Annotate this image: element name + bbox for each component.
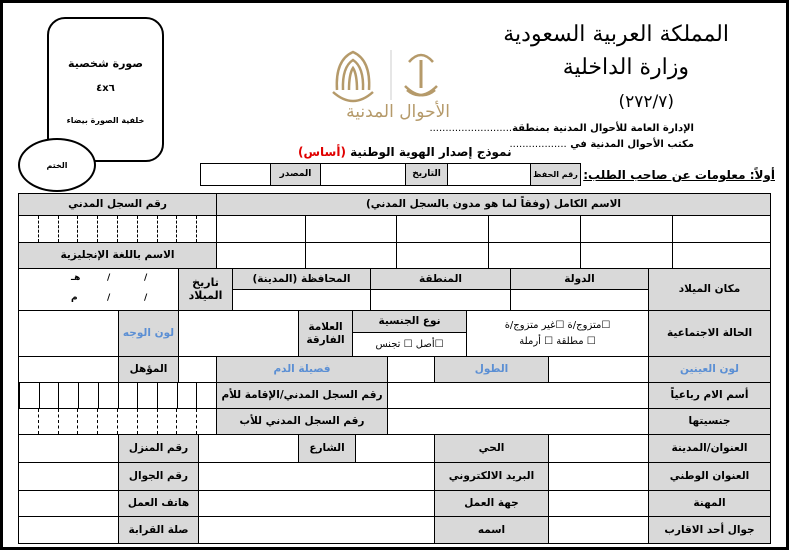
en-name-part-4[interactable] <box>396 242 489 269</box>
eye-color-value[interactable] <box>548 356 649 383</box>
marital-options-row-1[interactable]: ☐متزوج/ة ☐غير متزوج/ة <box>504 320 611 331</box>
country-header: الدولة <box>510 268 649 290</box>
civil-no-header: رقم السجل المدني <box>18 193 217 216</box>
house-no-value[interactable] <box>18 434 119 463</box>
en-name-part-6[interactable] <box>216 242 306 269</box>
form-title-text: نموذج إصدار الهوية الوطنية <box>350 145 512 159</box>
email-label: البريد الالكتروني <box>434 462 549 491</box>
ministry-title: وزارة الداخلية <box>562 55 689 80</box>
source-label: المصدر <box>270 163 321 186</box>
dept-blank: .......................... <box>429 123 513 134</box>
relative-mobile-value[interactable] <box>548 516 649 544</box>
national-address-label: العنوان الوطني <box>648 462 771 491</box>
office-line <box>509 139 694 150</box>
nationality-type-header: نوع الجنسية <box>352 310 467 333</box>
stamp-circle: الختم <box>18 138 96 192</box>
mother-name-value[interactable] <box>387 382 649 409</box>
birth-date-values[interactable] <box>18 268 179 311</box>
date-slash: / <box>107 293 111 303</box>
mother-nationality-value[interactable] <box>387 408 649 435</box>
date-slash: / <box>144 293 148 303</box>
work-phone-label: هاتف العمل <box>118 490 199 517</box>
house-no-label: رقم المنزل <box>118 434 199 463</box>
street-label: الشارع <box>298 434 356 463</box>
blood-type-value[interactable] <box>178 356 217 383</box>
mother-id-label: رقم السجل المدني/الإقامة للأم <box>216 382 388 409</box>
relative-name-value[interactable] <box>198 516 435 544</box>
relative-mobile-label: جوال أحد الاقارب <box>648 516 771 544</box>
governorate-value[interactable] <box>232 289 371 311</box>
father-id-label: رقم السجل المدني للأب <box>216 408 388 435</box>
birth-place-label: مكان الميلاد <box>648 268 771 311</box>
distinctive-mark-label: العلامة الفارقة <box>298 310 353 357</box>
city-value[interactable] <box>548 434 649 463</box>
name-part-1[interactable] <box>672 215 771 243</box>
name-part-6[interactable] <box>216 215 306 243</box>
occupation-label: المهنة <box>648 490 771 517</box>
name-part-5[interactable] <box>305 215 397 243</box>
marital-status-label: الحالة الاجتماعية <box>648 310 771 357</box>
district-label: الحي <box>434 434 549 463</box>
photo-size: ٤x٦ <box>96 83 115 94</box>
address-city-label: العنوان/المدينة <box>648 434 771 463</box>
employer-label: جهة العمل <box>434 490 549 517</box>
height-value[interactable] <box>387 356 435 383</box>
marital-options-row-2[interactable]: ☐ مطلقة ☐ أرملة <box>519 335 596 347</box>
marital-status-options[interactable] <box>466 310 649 357</box>
name-part-2[interactable] <box>580 215 673 243</box>
distinctive-mark-value[interactable] <box>178 310 299 357</box>
full-name-header: الاسم الكامل (وفقاً لما هو مدون بالسجل المدني) <box>216 193 771 216</box>
street-value[interactable] <box>198 434 299 463</box>
qualification-value[interactable] <box>18 356 119 383</box>
form-code: (٢٧٢/٧) <box>618 92 674 112</box>
country-value[interactable] <box>510 289 649 311</box>
civil-affairs-logo <box>325 40 455 130</box>
en-name-part-2[interactable] <box>580 242 673 269</box>
mother-id-digits[interactable] <box>18 382 217 409</box>
save-no-value[interactable] <box>447 163 531 186</box>
relation-label: صلة القرابة <box>118 516 199 544</box>
hijri-suffix: هـ <box>71 273 81 283</box>
en-name-part-5[interactable] <box>305 242 397 269</box>
en-name-part-1[interactable] <box>672 242 771 269</box>
civil-no-digits[interactable] <box>18 215 217 243</box>
date-value[interactable] <box>320 163 406 186</box>
mobile-value[interactable] <box>18 462 119 491</box>
region-value[interactable] <box>370 289 511 311</box>
photo-title: صورة شخصية <box>68 57 143 70</box>
face-color-value[interactable] <box>18 310 119 357</box>
relation-value[interactable] <box>18 516 119 544</box>
work-phone-value[interactable] <box>18 490 119 517</box>
date-label: التاريخ <box>405 163 448 186</box>
relative-name-label: اسمه <box>434 516 549 544</box>
en-name-part-3[interactable] <box>488 242 581 269</box>
dept-line <box>429 123 694 134</box>
governorate-header: المحافظة (المدينة) <box>232 268 371 290</box>
english-name-label: الاسم باللغة الإنجليزية <box>18 242 217 269</box>
photo-note: خلفية الصورة بيضاء <box>66 116 145 125</box>
region-header: المنطقة <box>370 268 511 290</box>
save-no-label: رقم الحفظ <box>530 163 581 186</box>
form-title-highlight: (أساس) <box>298 145 346 159</box>
name-part-4[interactable] <box>396 215 489 243</box>
dept-label: الإدارة العامة للأحوال المدنية بمنطقة <box>512 123 694 134</box>
height-label: الطول <box>434 356 549 383</box>
form-title <box>298 145 512 159</box>
mother-name-label: أسم الام رباعياً <box>648 382 771 409</box>
section-title: أولاً: معلومات عن صاحب الطلب: <box>583 168 775 182</box>
mobile-label: رقم الجوال <box>118 462 199 491</box>
date-slash: / <box>144 273 148 283</box>
national-address-value[interactable] <box>548 462 649 491</box>
face-color-label: لون الوجه <box>118 310 179 357</box>
logo-text: الأحوال المدنية <box>346 102 450 122</box>
office-blank: .................. <box>509 139 567 150</box>
district-value[interactable] <box>355 434 435 463</box>
mother-nationality-label: جنسيتها <box>648 408 771 435</box>
nationality-type-options[interactable]: ☐أصل ☐ تجنس <box>352 332 467 357</box>
office-label: مكتب الأحوال المدنية في <box>570 139 694 150</box>
date-slash: / <box>107 273 111 283</box>
qualification-label: المؤهل <box>118 356 179 383</box>
gregorian-suffix: م <box>71 293 78 303</box>
kingdom-title: المملكة العربية السعودية <box>503 22 729 47</box>
name-part-3[interactable] <box>488 215 581 243</box>
eye-color-label: لون العينين <box>648 356 771 383</box>
father-id-digits[interactable] <box>18 408 217 435</box>
birth-date-label: تاريخ الميلاد <box>178 268 233 311</box>
blood-type-label: فصيلة الدم <box>216 356 388 383</box>
source-value[interactable] <box>200 163 271 186</box>
email-value[interactable] <box>198 462 435 491</box>
occupation-value[interactable] <box>548 490 649 517</box>
employer-value[interactable] <box>198 490 435 517</box>
